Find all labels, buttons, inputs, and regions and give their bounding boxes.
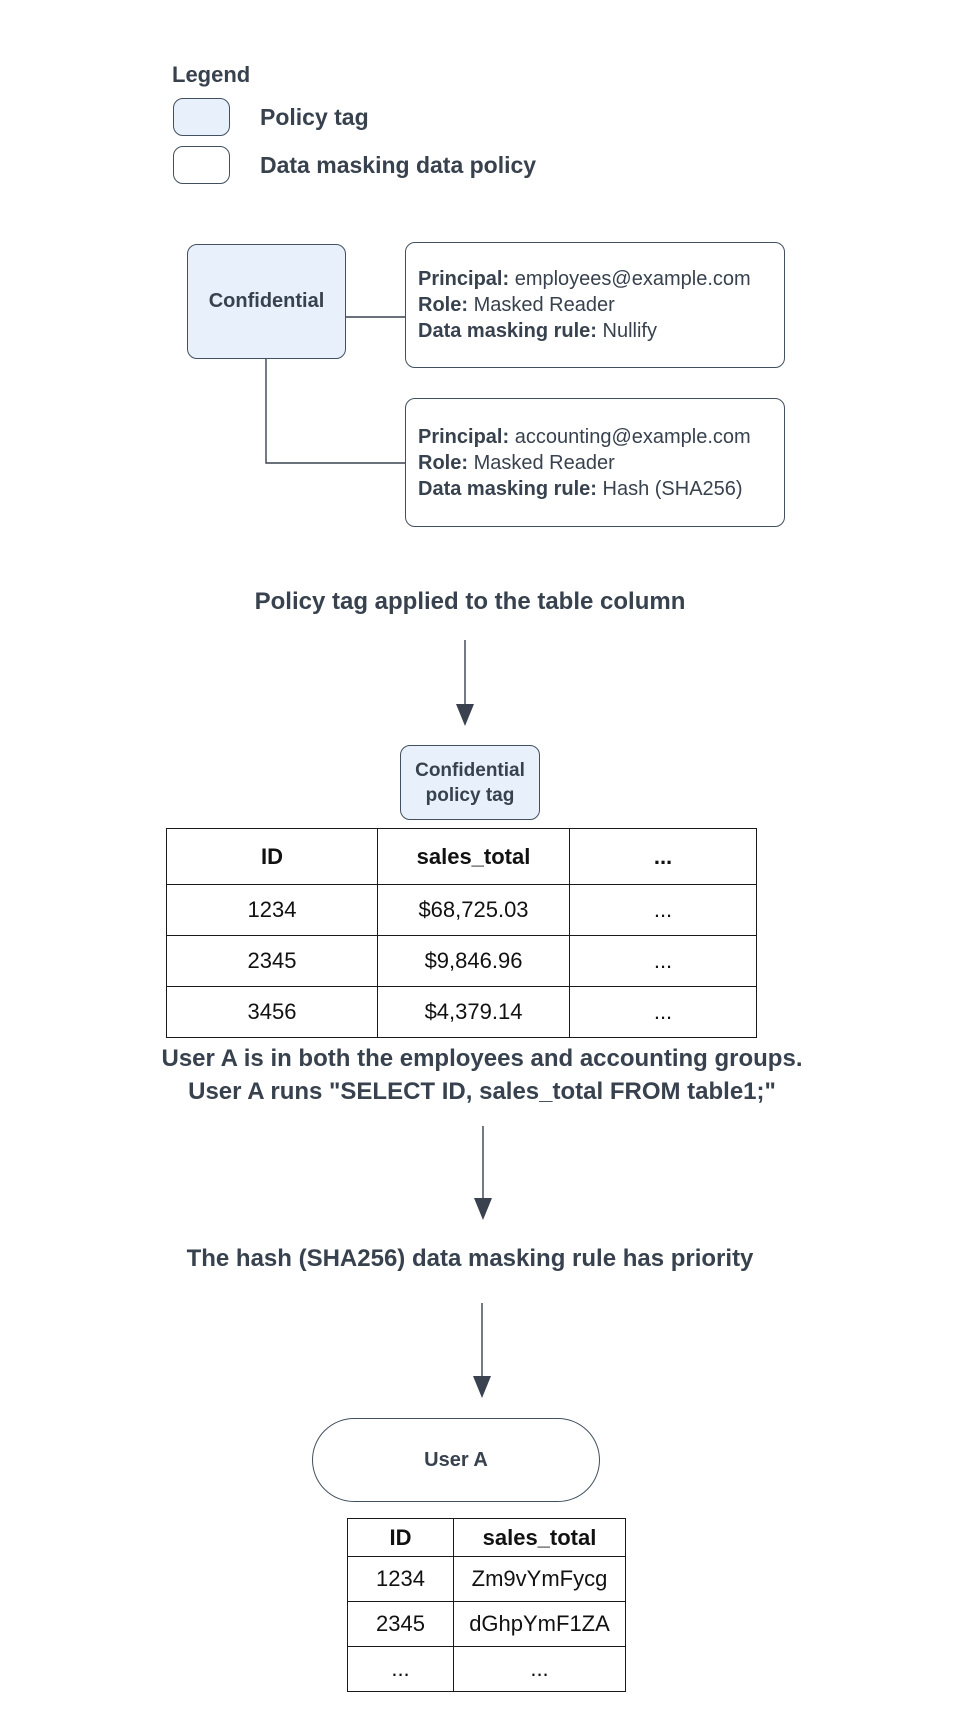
- user-query-caption: [62, 1042, 902, 1108]
- badge-line1: Confidential: [415, 759, 525, 781]
- policy-principal-line: [418, 424, 778, 450]
- cell-id: 1234: [348, 1557, 454, 1602]
- source-table-header-id: ID: [167, 829, 378, 885]
- legend-swatch-policy-tag: [173, 98, 230, 136]
- role-value: Masked Reader: [473, 294, 615, 316]
- step1-caption: Policy tag applied to the table column: [254, 588, 686, 615]
- role-label: Role:: [418, 451, 468, 474]
- cell-more: ...: [570, 987, 757, 1038]
- cell-sales-total: $9,846.96: [378, 936, 570, 987]
- cell-sales-total: $68,725.03: [378, 885, 570, 936]
- table-row: [348, 1647, 626, 1692]
- confidential-policy-tag-box: [187, 244, 346, 359]
- user-query-caption-line1: User A is in both the employees and accounting groups.: [161, 1045, 803, 1072]
- source-table-header-sales-total: sales_total: [378, 829, 570, 885]
- legend-label-policy-tag: Policy tag: [260, 104, 369, 130]
- cell-id: 3456: [167, 987, 378, 1038]
- legend-label-data-policy: Data masking data policy: [260, 152, 537, 178]
- table-row: [167, 885, 757, 936]
- source-table-header-row: [167, 829, 757, 885]
- result-table-header-sales-total: sales_total: [454, 1519, 626, 1557]
- flow-arrow-down-2: [474, 1126, 492, 1220]
- data-policy-box-hash: [405, 398, 785, 527]
- flow-arrow-down-3: [473, 1303, 491, 1398]
- flow-arrow-down-1: [456, 640, 474, 726]
- cell-masked-value: dGhpYmF1ZA: [454, 1602, 626, 1647]
- priority-caption: The hash (SHA256) data masking rule has priority: [186, 1245, 754, 1272]
- policy-rule-line: [418, 476, 778, 502]
- table-row: [348, 1557, 626, 1602]
- source-table-header-more: ...: [570, 829, 757, 885]
- table-row: [167, 987, 757, 1038]
- principal-value: accounting@example.com: [514, 425, 751, 448]
- rule-value: Hash (SHA256): [602, 477, 743, 500]
- badge-line2: policy tag: [425, 784, 515, 806]
- policy-rule-line: [418, 318, 778, 344]
- result-table: [347, 1518, 626, 1692]
- cell-masked-value: Zm9vYmFycg: [454, 1557, 626, 1602]
- user-query-caption-line2: User A runs "SELECT ID, sales_total FROM table1;": [188, 1078, 776, 1105]
- data-policy-box-nullify: [405, 242, 785, 368]
- policy-role-line: [418, 450, 778, 476]
- policy-connector-2: [266, 359, 405, 463]
- cell-id: 1234: [167, 885, 378, 936]
- user-a-label: User A: [424, 1448, 488, 1471]
- policy-tag-label: Confidential: [208, 290, 325, 312]
- cell-id: 2345: [167, 936, 378, 987]
- role-label: Role:: [418, 294, 468, 316]
- legend-swatch-data-policy: [173, 146, 230, 184]
- cell-id: 2345: [348, 1602, 454, 1647]
- principal-value: employees@example.com: [514, 268, 751, 290]
- legend-title: Legend: [172, 62, 251, 87]
- cell-sales-total: $4,379.14: [378, 987, 570, 1038]
- rule-value: Nullify: [602, 320, 657, 342]
- policy-principal-line: [418, 266, 778, 292]
- cell-more: ...: [570, 885, 757, 936]
- rule-label: Data masking rule:: [418, 477, 597, 500]
- principal-label: Principal:: [418, 425, 510, 448]
- table-row: [348, 1602, 626, 1647]
- policy-role-line: [418, 292, 778, 318]
- user-a-ellipse: [312, 1418, 600, 1502]
- role-value: Masked Reader: [473, 451, 615, 474]
- source-table: [166, 828, 757, 1038]
- cell-id: ...: [348, 1647, 454, 1692]
- confidential-policy-tag-badge: [400, 745, 540, 820]
- table-row: [167, 936, 757, 987]
- rule-label: Data masking rule:: [418, 320, 597, 342]
- result-table-header-id: ID: [348, 1519, 454, 1557]
- result-table-header-row: [348, 1519, 626, 1557]
- cell-more: ...: [570, 936, 757, 987]
- cell-masked-value: ...: [454, 1647, 626, 1692]
- principal-label: Principal:: [418, 268, 510, 290]
